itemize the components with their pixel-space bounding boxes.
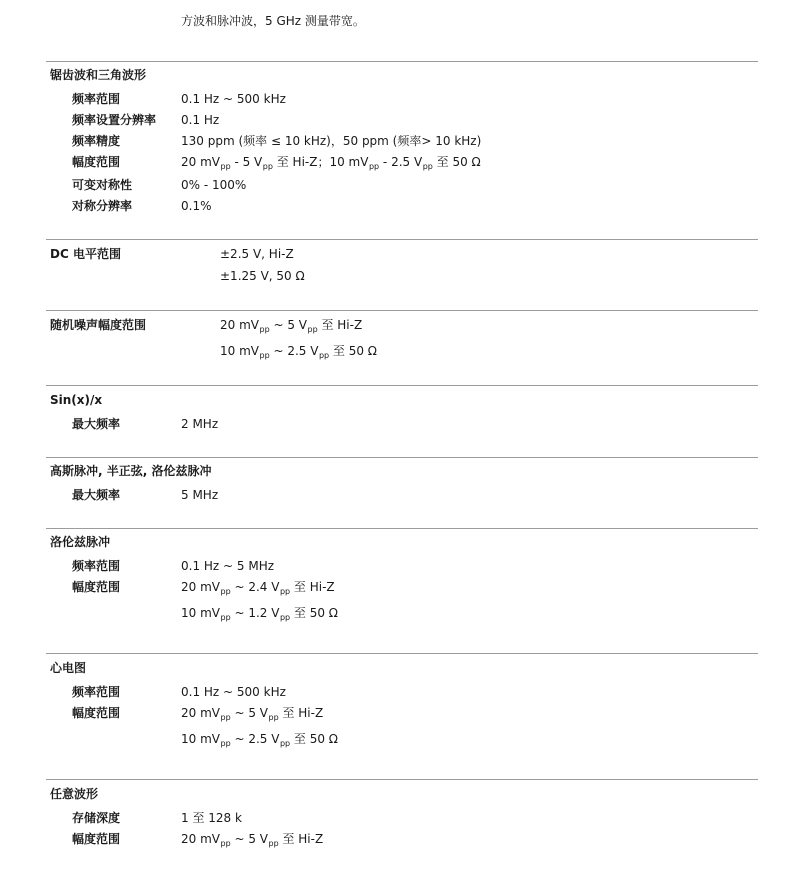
intro-text: 方波和脉冲波，5 GHz 测量带宽。 (181, 14, 365, 28)
value-lorentz-freq-range: 0.1 Hz ~ 5 MHz (181, 559, 275, 573)
label-amplitude-range: 幅度范围 (72, 155, 121, 169)
section-divider (46, 61, 758, 62)
value-dc-hiz: ±2.5 V, Hi-Z (220, 247, 294, 261)
section-title-lorentz: 洛伦兹脉冲 (50, 535, 111, 549)
value-noise-hiz: 20 $mV_{pp}$ ~ 5 $V_{pp}$ 至 Hi-Z (220, 318, 363, 334)
section-divider (46, 528, 758, 529)
section-title-dc: DC 电平范围 (50, 247, 121, 261)
value-freq-resolution: 0.1 Hz (181, 113, 220, 127)
label-arb-amplitude: 幅度范围 (72, 832, 121, 846)
value-lorentz-amp-50ohm: 10 $mV_{pp}$ ~ 1.2 $V_{pp}$ 至 50 Ω (181, 606, 338, 622)
label-lorentz-freq-range: 频率范围 (72, 559, 121, 573)
value-lorentz-amp-hiz: 20 $mV_{pp}$ ~ 2.4 $V_{pp}$ 至 Hi-Z (181, 580, 335, 596)
value-gauss-max-freq: 5 MHz (181, 488, 219, 502)
section-title-noise: 随机噪声幅度范围 (50, 318, 147, 332)
label-ecg-amplitude: 幅度范围 (72, 706, 121, 720)
label-symmetry-resolution: 对称分辨率 (72, 199, 133, 213)
section-title-ecg: 心电图 (50, 661, 87, 675)
value-freq-accuracy: 130 ppm (频率 ≤ 10 kHz)，50 ppm (频率> 10 kHz) (181, 134, 482, 148)
section-title-gauss: 高斯脉冲, 半正弦, 洛伦兹脉冲 (50, 464, 212, 478)
value-ecg-amp-hiz: 20 $mV_{pp}$ ~ 5 $V_{pp}$ 至 Hi-Z (181, 706, 324, 722)
label-variable-symmetry: 可变对称性 (72, 178, 133, 192)
section-title-arb: 任意波形 (50, 787, 99, 801)
label-sinc-max-freq: 最大频率 (72, 417, 121, 431)
label-lorentz-amplitude: 幅度范围 (72, 580, 121, 594)
value-arb-amp-hiz: 20 $mV_{pp}$ ~ 5 $V_{pp}$ 至 Hi-Z (181, 832, 324, 848)
value-sinc-max-freq: 2 MHz (181, 417, 219, 431)
value-freq-range: 0.1 Hz ~ 500 kHz (181, 92, 286, 106)
label-ecg-freq-range: 频率范围 (72, 685, 121, 699)
label-freq-accuracy: 频率精度 (72, 134, 121, 148)
value-noise-50ohm: 10 $mV_{pp}$ ~ 2.5 $V_{pp}$ 至 50 Ω (220, 344, 377, 360)
value-dc-50ohm: ±1.25 V, 50 Ω (220, 269, 305, 283)
label-gauss-max-freq: 最大频率 (72, 488, 121, 502)
section-title-sawtooth: 锯齿波和三角波形 (50, 68, 147, 82)
value-variable-symmetry: 0% - 100% (181, 178, 247, 192)
value-symmetry-resolution: 0.1% (181, 199, 212, 213)
section-divider (46, 779, 758, 780)
section-divider (46, 239, 758, 240)
value-ecg-amp-50ohm: 10 $mV_{pp}$ ~ 2.5 $V_{pp}$ 至 50 Ω (181, 732, 338, 748)
section-divider (46, 385, 758, 386)
section-divider (46, 653, 758, 654)
label-arb-memory-depth: 存储深度 (72, 811, 121, 825)
value-amplitude-range: 20 $mV_{pp} - 5$ $V_{pp}$ 至 Hi-Z；10 $mV_{pp} - 2.5$ $V_{pp}$ 至 50 Ω (181, 155, 481, 171)
section-divider (46, 457, 758, 458)
section-title-sinc: Sin(x)/x (50, 393, 103, 407)
value-arb-memory-depth: 1 至 128 k (181, 811, 242, 825)
section-divider (46, 310, 758, 311)
label-freq-resolution: 频率设置分辨率 (72, 113, 157, 127)
value-ecg-freq-range: 0.1 Hz ~ 500 kHz (181, 685, 286, 699)
label-freq-range: 频率范围 (72, 92, 121, 106)
